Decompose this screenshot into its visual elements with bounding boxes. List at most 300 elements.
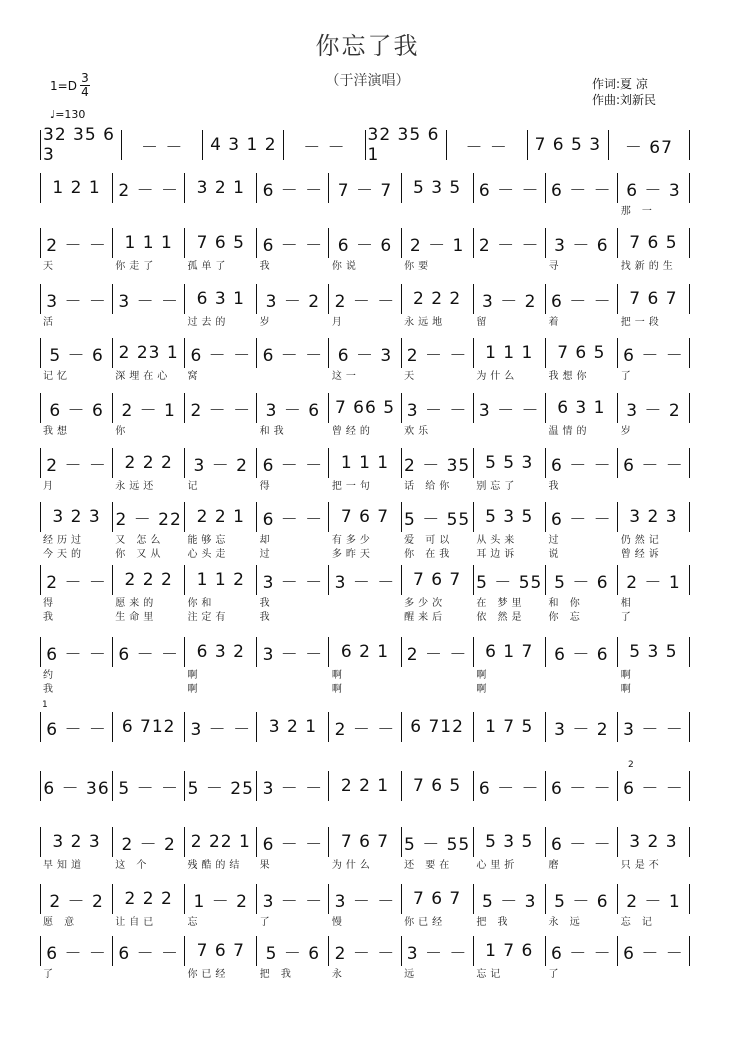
measure: 3 2 3	[40, 502, 113, 532]
lyric-segment: 你已经	[187, 969, 230, 980]
staff-row	[40, 565, 690, 625]
lyric-segment: 这 个	[115, 860, 151, 871]
measure: 5 － 6	[40, 338, 113, 368]
lyric-segment: 你 又从	[115, 549, 165, 560]
measure: 2 － 1	[113, 393, 185, 423]
lyric-segment: 你 忘	[548, 612, 584, 623]
measure: 4 3 1 2	[203, 130, 284, 160]
staff-row	[40, 827, 690, 873]
lyric-segment: 你 在我	[404, 549, 454, 560]
measure: 6 － －	[40, 637, 113, 667]
measure: 3 － －	[257, 637, 329, 667]
staff-row	[40, 771, 690, 803]
lyric-segment: 多昨天	[331, 549, 374, 560]
measure: 6 － －	[546, 448, 618, 478]
measure: － 67	[609, 130, 690, 160]
measure: 5 － －	[113, 771, 185, 801]
lyric-segment: 忘 记	[620, 917, 656, 928]
measure: 2 － 1	[618, 884, 690, 914]
lyric-segment	[112, 968, 184, 982]
measure: 3 2 3	[618, 502, 690, 532]
lyric-segment: 记	[187, 481, 202, 492]
notes-line	[40, 125, 690, 165]
measure: 7 6 5	[546, 338, 618, 368]
lyric-segment	[546, 683, 618, 697]
measure: 6 3 1	[185, 284, 257, 314]
lyrics-verse-1	[40, 370, 690, 384]
measure: 3 － －	[474, 393, 546, 423]
lyric-segment: 过去的	[187, 317, 230, 328]
measure: 3 2 1	[185, 173, 257, 203]
lyric-segment: 温情的	[548, 426, 591, 437]
measure: 6 － －	[618, 448, 690, 478]
lyric-segment: 得	[259, 481, 274, 492]
song-title: 你忘了我	[315, 32, 420, 60]
measure: 7 6 5	[618, 228, 690, 258]
measure: 5 － 25	[185, 771, 257, 801]
lyric-segment: 说	[548, 549, 563, 560]
measure: 2 － －	[474, 228, 546, 258]
measure: 3 － 2	[185, 448, 257, 478]
lyric-segment: 啊	[187, 684, 202, 695]
lyric-segment: 欢乐	[404, 426, 433, 437]
measure: 7 6 7	[402, 884, 474, 914]
measure: 1 1 1	[329, 448, 401, 478]
lyric-segment	[257, 205, 329, 219]
measure: 6 － －	[546, 284, 618, 314]
measure: 6 712	[113, 712, 185, 742]
lyric-segment	[112, 683, 184, 697]
measure: 5 － 3	[474, 884, 546, 914]
lyric-segment	[257, 669, 329, 683]
measure: 5 3 5	[474, 827, 546, 857]
lyrics-verse-2	[40, 611, 690, 625]
measure: 7 6 7	[329, 827, 401, 857]
time-top: 3	[81, 71, 89, 85]
measure: 6 － 36	[40, 771, 113, 801]
lyric-segment: 心头走	[187, 549, 230, 560]
lyric-segment: 了	[620, 371, 635, 382]
measure: 3 － 2	[257, 284, 329, 314]
lyric-segment: 天	[404, 371, 419, 382]
notes-line	[40, 712, 690, 744]
measure: 2 － 2	[113, 827, 185, 857]
lyric-segment: 果	[259, 860, 274, 871]
lyric-segment: 永远还	[115, 481, 158, 492]
lyric-segment: 别忘了	[476, 481, 519, 492]
measure: 5 － 55	[402, 827, 474, 857]
measure: 6 － －	[257, 502, 329, 532]
measure: 1 1 1	[113, 228, 185, 258]
lyrics-verse-1	[40, 859, 690, 873]
measure: 2 2 2	[113, 884, 185, 914]
lyric-segment: 仍然记	[620, 535, 663, 546]
lyric-segment: 在 梦里	[476, 598, 526, 609]
lyric-segment: 还 要在	[404, 860, 454, 871]
lyric-segment: 活	[43, 317, 57, 328]
measure: 6 － －	[257, 228, 329, 258]
lyric-segment	[473, 425, 545, 439]
lyric-segment	[184, 205, 256, 219]
measure: 6 － －	[618, 338, 690, 368]
measure: 2 － －	[40, 228, 113, 258]
measure: 5 － 6	[546, 565, 618, 595]
time-signature	[80, 72, 90, 99]
notes-line	[40, 338, 690, 370]
measure: 3 － －	[113, 284, 185, 314]
lyric-segment: 过	[259, 549, 274, 560]
measure: 32 35 6 1	[366, 130, 447, 160]
key-label: 1=D	[50, 78, 77, 93]
lyric-segment: 永 远	[548, 917, 584, 928]
lyric-segment	[473, 260, 545, 274]
measure: 2 － －	[402, 637, 474, 667]
measure: 6 － －	[546, 936, 618, 966]
measure: 2 － －	[113, 173, 185, 203]
lyric-segment: 依 然是	[476, 612, 526, 623]
measure: 6 － －	[40, 936, 113, 966]
lyric-segment: 我想你	[548, 371, 591, 382]
lyric-segment	[112, 205, 184, 219]
measure: 2 2 1	[185, 502, 257, 532]
measure: 6 － －	[257, 173, 329, 203]
lyric-segment: 了	[548, 969, 563, 980]
lyrics-verse-1	[40, 205, 690, 219]
lyric-segment: 过	[548, 535, 563, 546]
lyric-segment: 我	[259, 612, 274, 623]
lyric-segment: 你已经	[404, 917, 447, 928]
measure: 7 － 7	[329, 173, 401, 203]
notes-line	[40, 393, 690, 425]
lyric-segment: 我	[43, 612, 57, 623]
lyric-segment: 曾经的	[331, 426, 374, 437]
lyric-segment: 愿来的	[115, 598, 158, 609]
lyric-segment: 约	[43, 670, 57, 681]
measure: 6 3 1	[546, 393, 618, 423]
lyric-segment: 孤单了	[187, 261, 230, 272]
measure: 7 6 7	[618, 284, 690, 314]
lyrics-verse-1	[40, 597, 690, 611]
measure: 2 － 2	[40, 884, 113, 914]
lyric-segment	[184, 425, 256, 439]
lyric-segment: 把 我	[259, 969, 295, 980]
lyric-segment: 留	[476, 317, 491, 328]
lyric-segment: 岁	[620, 426, 635, 437]
lyric-segment: 你要	[404, 261, 433, 272]
notes-line	[40, 637, 690, 669]
staff-row	[40, 712, 690, 744]
lyric-segment: 慢	[331, 917, 346, 928]
measure: 32 35 6 3	[40, 130, 122, 160]
lyric-segment: 我	[259, 598, 274, 609]
measure: 2 － －	[329, 936, 401, 966]
measure: 3 2 3	[40, 827, 113, 857]
measure: 3 － －	[257, 884, 329, 914]
lyric-segment: 啊	[476, 670, 491, 681]
measure: 3 2 1	[257, 712, 329, 742]
measure: 1 2 1	[40, 173, 113, 203]
measure: 2 23 1	[113, 338, 185, 368]
notes-line	[40, 448, 690, 480]
measure: 2 2 2	[402, 284, 474, 314]
measure: 3 － －	[329, 884, 401, 914]
measure: 6 － －	[618, 771, 690, 801]
measure: 3 － －	[329, 565, 401, 595]
measure: 6 － －	[546, 827, 618, 857]
lyric-segment: 月	[331, 317, 346, 328]
lyrics-verse-1	[40, 480, 690, 494]
measure: － －	[284, 130, 365, 160]
lyrics-verse-1	[40, 916, 690, 930]
measure: 1 1 1	[474, 338, 546, 368]
lyric-segment: 寻	[548, 261, 563, 272]
lyric-segment: 岁	[259, 317, 274, 328]
lyric-segment	[401, 683, 473, 697]
measure: 2 － 22	[113, 502, 185, 532]
measure: 6 － －	[618, 936, 690, 966]
staff-row	[40, 173, 690, 219]
lyric-segment	[618, 968, 690, 982]
staff-row	[40, 228, 690, 274]
lyric-segment: 把 我	[476, 917, 512, 928]
notes-line	[40, 228, 690, 260]
lyrics-verse-2	[40, 548, 690, 562]
measure: 2 － －	[185, 393, 257, 423]
measure: 6 － －	[113, 936, 185, 966]
lyric-segment: 把一句	[331, 481, 374, 492]
measure: 6 － －	[257, 827, 329, 857]
lyric-segment	[329, 597, 401, 611]
lyric-segment: 残酷的结	[187, 860, 244, 871]
measure: 5 3 5	[402, 173, 474, 203]
lyric-segment: 和我	[259, 426, 288, 437]
measure: 7 6 7	[402, 565, 474, 595]
lyric-segment: 这一	[331, 371, 360, 382]
lyric-segment: 忘记	[476, 969, 505, 980]
lyrics-verse-1	[40, 260, 690, 274]
measure: 3 － －	[402, 393, 474, 423]
lyric-segment: 生命里	[115, 612, 158, 623]
lyric-segment: 曾经诉	[620, 549, 663, 560]
lyric-segment	[473, 205, 545, 219]
lyric-segment: 我	[259, 261, 274, 272]
notes-line	[40, 827, 690, 859]
lyric-segment: 磨	[548, 860, 563, 871]
measure: 5 3 5	[474, 502, 546, 532]
lyrics-verse-1	[40, 425, 690, 439]
song-subtitle: （于洋演唱）	[325, 73, 410, 89]
measure: 1 1 2	[185, 565, 257, 595]
key-signature	[50, 72, 90, 99]
lyric-segment	[257, 370, 329, 384]
lyric-segment	[257, 683, 329, 697]
lyric-segment: 把一段	[620, 317, 663, 328]
measure: 6 － －	[474, 173, 546, 203]
measure: 6 － 3	[618, 173, 690, 203]
lyric-segment: 永远地	[404, 317, 447, 328]
lyric-segment	[618, 480, 690, 494]
measure: 3 － 2	[618, 393, 690, 423]
staff-row	[40, 448, 690, 494]
lyric-segment: 那 一	[620, 206, 656, 217]
measure: 3 － 2	[474, 284, 546, 314]
lyric-segment	[112, 316, 184, 330]
measure: 5 5 3	[474, 448, 546, 478]
measure: 5 － 55	[474, 565, 546, 595]
measure: 3 － 2	[546, 712, 618, 742]
lyric-segment: 记忆	[43, 371, 71, 382]
lyric-segment	[546, 669, 618, 683]
lyric-segment: 得	[43, 598, 57, 609]
measure: 5 － 55	[402, 502, 474, 532]
measure: 6 － －	[257, 448, 329, 478]
staff-row	[40, 284, 690, 330]
lyrics-verse-1	[40, 316, 690, 330]
measure: 2 － －	[402, 338, 474, 368]
lyric-segment: 有多少	[331, 535, 374, 546]
staff-row	[40, 884, 690, 930]
first-ending-marker: 1	[42, 700, 48, 710]
lyric-segment: 早知道	[43, 860, 85, 871]
notes-line	[40, 173, 690, 205]
measure: 3 － －	[185, 712, 257, 742]
lyric-segment: 啊	[620, 684, 635, 695]
measure: 7 6 7	[185, 936, 257, 966]
measure: 6 － 3	[329, 338, 401, 368]
measure: 2 － －	[40, 565, 113, 595]
measure: 1 － 2	[185, 884, 257, 914]
measure: 2 － 35	[402, 448, 474, 478]
measure: 2 － －	[329, 284, 401, 314]
measure: 6 2 1	[329, 637, 401, 667]
measure: 6 － －	[546, 502, 618, 532]
measure: 2 － －	[329, 712, 401, 742]
lyric-segment	[329, 611, 401, 625]
measure: 2 22 1	[185, 827, 257, 857]
lyric-segment: 又 怎么	[115, 535, 165, 546]
lyric-segment: 啊	[476, 684, 491, 695]
staff-row	[40, 502, 690, 562]
notes-line	[40, 502, 690, 534]
lyric-segment: 只是不	[620, 860, 663, 871]
lyric-segment: 永	[331, 969, 346, 980]
second-ending-marker: 2	[628, 760, 634, 770]
measure: 6 － －	[40, 712, 113, 742]
composer: 作曲:刘新民	[592, 93, 657, 107]
lyric-segment: 为什么	[331, 860, 374, 871]
lyric-segment: 找新的生	[620, 261, 677, 272]
lyric-segment: 你和	[187, 598, 216, 609]
lyric-segment: 啊	[187, 670, 202, 681]
lyric-segment: 让自已	[115, 917, 158, 928]
measure: 1 7 6	[474, 936, 546, 966]
measure: 6 3 2	[185, 637, 257, 667]
measure: 3 － －	[257, 771, 329, 801]
measure: 6 － －	[546, 173, 618, 203]
lyric-segment: 从头来	[476, 535, 519, 546]
measure: － －	[122, 130, 203, 160]
lyric-segment: 我	[548, 481, 563, 492]
measure: 6 － 6	[329, 228, 401, 258]
lyric-segment: 愿 意	[43, 917, 79, 928]
measure: 7 6 7	[329, 502, 401, 532]
lyric-segment: 了	[620, 612, 635, 623]
measure: 2 － 1	[402, 228, 474, 258]
measure: 3 － －	[40, 284, 113, 314]
staff-row	[40, 393, 690, 439]
lyric-segment: 心里折	[476, 860, 519, 871]
measure: 5 3 5	[618, 637, 690, 667]
lyric-segment: 忘	[187, 917, 202, 928]
lyric-segment	[401, 669, 473, 683]
lyric-segment: 耳边诉	[476, 549, 519, 560]
lyric-segment: 注定有	[187, 612, 230, 623]
measure: 6 712	[402, 712, 474, 742]
notes-line	[40, 771, 690, 803]
measure: 6 － 6	[546, 637, 618, 667]
lyric-segment: 深埋在心	[115, 371, 172, 382]
lyric-segment	[112, 669, 184, 683]
measure: 6 － －	[546, 771, 618, 801]
measure: 6 － 6	[40, 393, 113, 423]
measure: 3 － 6	[257, 393, 329, 423]
measure: 6 1 7	[474, 637, 546, 667]
measure: 3 － 6	[546, 228, 618, 258]
lyric-segment: 你说	[331, 261, 360, 272]
lyric-segment: 远	[404, 969, 419, 980]
lyric-segment: 你走了	[115, 261, 158, 272]
measure: 7 66 5	[329, 393, 401, 423]
lyric-segment	[401, 205, 473, 219]
measure: 6 － －	[474, 771, 546, 801]
lyricist: 作词:夏 凉	[592, 77, 648, 91]
measure: 3 － －	[402, 936, 474, 966]
lyric-segment: 能够忘	[187, 535, 230, 546]
measure: 2 － 1	[618, 565, 690, 595]
lyric-segment: 月	[43, 481, 57, 492]
measure: 5 － 6	[257, 936, 329, 966]
lyric-segment: 爱 可以	[404, 535, 454, 546]
lyric-segment: 了	[259, 917, 274, 928]
measure: 7 6 5	[185, 228, 257, 258]
measure: 6 － －	[257, 338, 329, 368]
lyric-segment: 你	[115, 426, 130, 437]
measure: 6 － －	[113, 637, 185, 667]
lyric-segment: 今天的	[43, 549, 85, 560]
lyric-segment: 为什么	[476, 371, 519, 382]
lyrics-verse-1	[40, 534, 690, 548]
notes-line	[40, 884, 690, 916]
staff-row	[40, 936, 690, 982]
lyric-segment: 和 你	[548, 598, 584, 609]
measure: 2 2 1	[329, 771, 401, 801]
measure: 3 － －	[257, 565, 329, 595]
measure: 1 7 5	[474, 712, 546, 742]
staff-row	[40, 338, 690, 384]
lyric-segment: 啊	[331, 670, 346, 681]
measure: 7 6 5	[402, 771, 474, 801]
measure: 3 2 3	[618, 827, 690, 857]
lyric-segment	[329, 205, 401, 219]
measure: 2 2 2	[113, 565, 185, 595]
lyric-segment: 啊	[620, 670, 635, 681]
measure: 2 － －	[40, 448, 113, 478]
lyric-segment: 天	[43, 261, 57, 272]
lyric-segment: 话 给你	[404, 481, 454, 492]
measure: 5 － 6	[546, 884, 618, 914]
lyrics-verse-2	[40, 683, 690, 697]
measure: 6 － －	[185, 338, 257, 368]
